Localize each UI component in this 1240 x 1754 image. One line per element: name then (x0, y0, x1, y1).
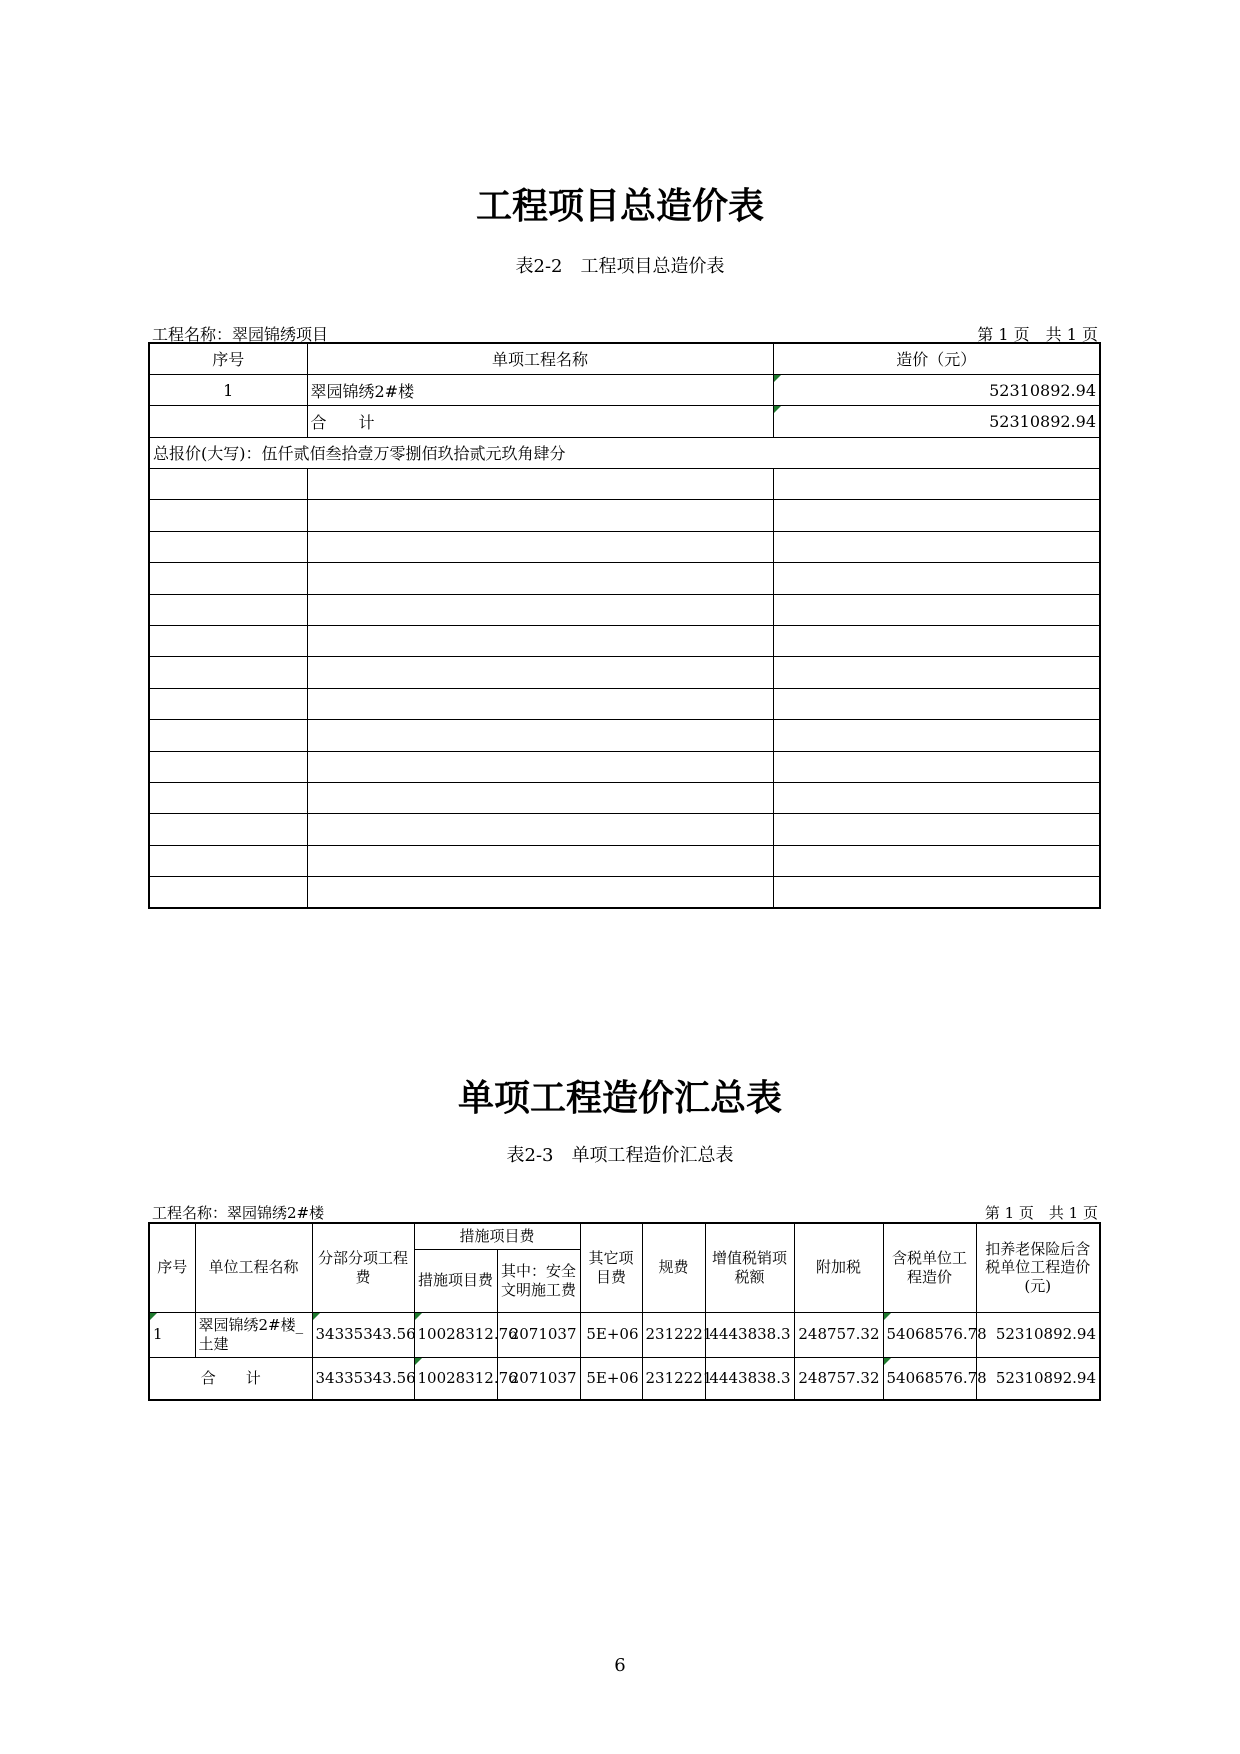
empty-row (149, 469, 1100, 500)
total-in-words: 总报价(大写)：伍仟贰佰叁拾壹万零捌佰玖拾贰元玖角肆分 (149, 437, 1100, 468)
header-measure-fee: 措施项目费 (414, 1249, 497, 1312)
header-taxed-cost: 含税单位工程造价 (883, 1223, 976, 1312)
header-final-cost: 扣养老保险后含税单位工程造价(元) (976, 1223, 1100, 1312)
section1-page-label: 第 1 页 共 1 页 (977, 325, 1098, 344)
total-measure-fee: 10028312.76 (414, 1357, 497, 1400)
total-sub-item-fee: 34335343.56 (312, 1357, 414, 1400)
empty-row (149, 626, 1100, 657)
table-header-row (149, 1223, 1100, 1249)
empty-row (149, 531, 1100, 562)
table-total-row (149, 1357, 1100, 1400)
header-no: 序号 (149, 343, 307, 374)
empty-row (149, 688, 1100, 719)
page-number: 6 (614, 1655, 626, 1676)
empty-row (149, 594, 1100, 625)
header-unit-name: 单位工程名称 (195, 1223, 312, 1312)
row-no: 1 (149, 374, 307, 405)
row-sub-item-fee: 34335343.56 (312, 1312, 414, 1357)
row-final-cost: 52310892.94 (976, 1312, 1100, 1357)
header-cost: 造价（元） (773, 343, 1100, 374)
row-surtax: 248757.32 (794, 1312, 883, 1357)
row-total-cost: 52310892.94 (773, 406, 1100, 437)
section2-title: 单项工程造价汇总表 (457, 1078, 782, 1119)
row-no: 1 (149, 1312, 195, 1357)
total-safety-fee: 2071037 (497, 1357, 580, 1400)
empty-row (149, 814, 1100, 845)
header-item-name: 单项工程名称 (307, 343, 773, 374)
header-sub-item-fee: 分部分项工程费 (312, 1223, 414, 1312)
table-total-row (149, 406, 1100, 437)
total-surtax: 248757.32 (794, 1357, 883, 1400)
table-header-row (149, 343, 1100, 374)
section2-subtitle: 表2-3 单项工程造价汇总表 (506, 1145, 734, 1166)
table-row (149, 1312, 1100, 1357)
total-vat: 4443838.3 (705, 1357, 794, 1400)
row-safety-fee: 2071037 (497, 1312, 580, 1357)
row-item-name: 翠园锦绣2#楼 (307, 374, 773, 405)
single-project-cost-summary-table (148, 1222, 1101, 1401)
header-no: 序号 (149, 1223, 195, 1312)
total-regulation-fee: 2312221 (642, 1357, 705, 1400)
header-measure-group: 措施项目费 (414, 1223, 580, 1249)
section2-project-label: 工程名称：翠园锦绣2#楼 (152, 1204, 325, 1222)
empty-row (149, 563, 1100, 594)
empty-row (149, 751, 1100, 782)
row-taxed-cost: 54068576.78 (883, 1312, 976, 1357)
header-safety-fee: 其中：安全文明施工费 (497, 1249, 580, 1312)
empty-row (149, 845, 1100, 876)
empty-row (149, 782, 1100, 813)
table-row (149, 374, 1100, 405)
total-other-fee: 5E+06 (580, 1357, 642, 1400)
header-other-fee: 其它项目费 (580, 1223, 642, 1312)
row-measure-fee: 10028312.76 (414, 1312, 497, 1357)
row-no (149, 406, 307, 437)
row-unit-name: 翠园锦绣2#楼_土建 (195, 1312, 312, 1357)
empty-row (149, 657, 1100, 688)
section2-page-label: 第 1 页 共 1 页 (984, 1204, 1098, 1222)
row-total-label: 合 计 (307, 406, 773, 437)
row-other-fee: 5E+06 (580, 1312, 642, 1357)
section1-project-label: 工程名称：翠园锦绣项目 (152, 325, 329, 344)
empty-row (149, 877, 1100, 908)
total-in-words-row (149, 437, 1100, 468)
total-label: 合 计 (149, 1357, 312, 1400)
header-vat: 增值税销项税额 (705, 1223, 794, 1312)
empty-row (149, 720, 1100, 751)
header-surtax: 附加税 (794, 1223, 883, 1312)
section1-title: 工程项目总造价表 (475, 186, 764, 227)
project-total-cost-table (148, 342, 1101, 909)
header-regulation-fee: 规费 (642, 1223, 705, 1312)
section1-subtitle: 表2-2 工程项目总造价表 (515, 256, 725, 277)
row-vat: 4443838.3 (705, 1312, 794, 1357)
row-cost: 52310892.94 (773, 374, 1100, 405)
row-regulation-fee: 2312221 (642, 1312, 705, 1357)
empty-row (149, 500, 1100, 531)
total-taxed-cost: 54068576.78 (883, 1357, 976, 1400)
total-final-cost: 52310892.94 (976, 1357, 1100, 1400)
